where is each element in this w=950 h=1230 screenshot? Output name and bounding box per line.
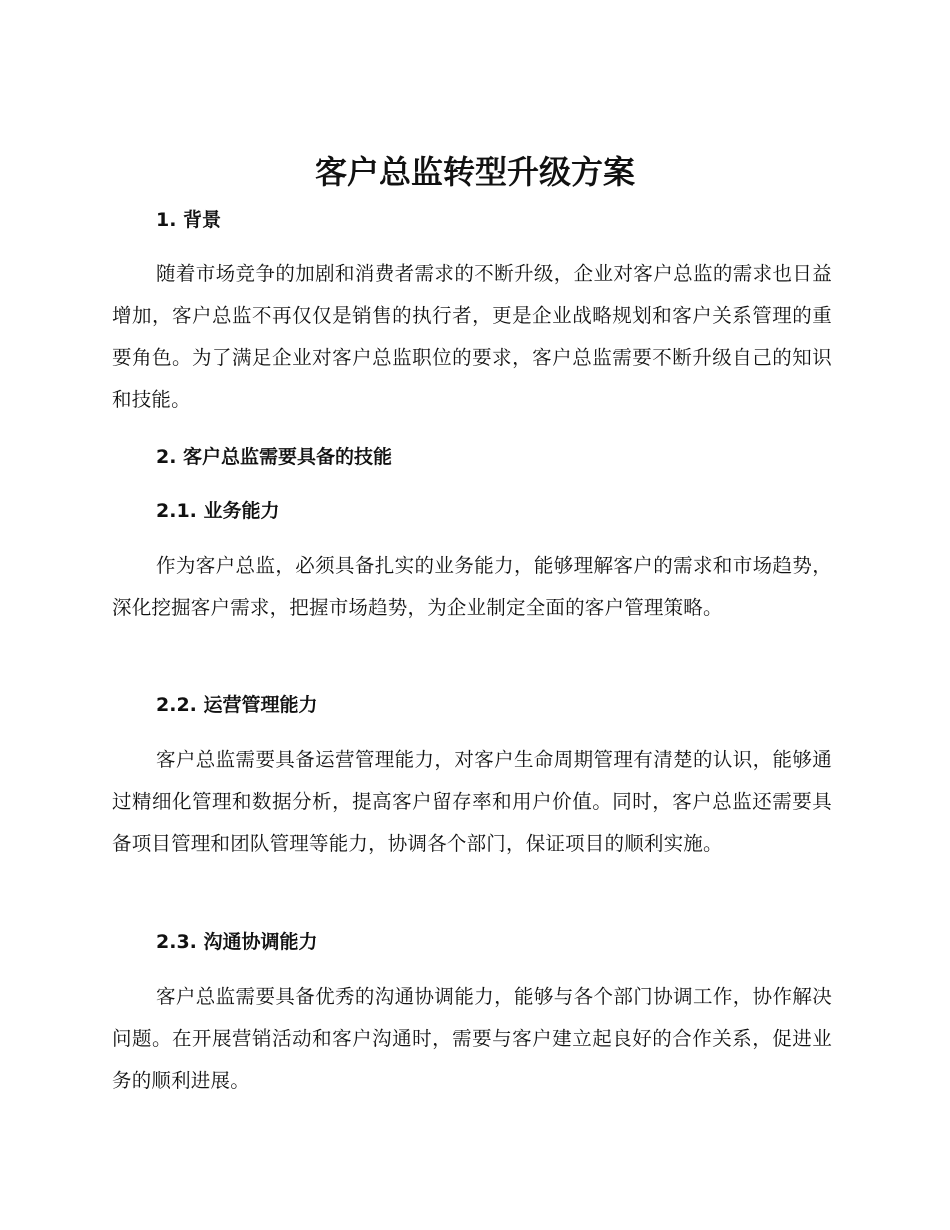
section-paragraph-communication-ability: 客户总监需要具备优秀的沟通协调能力，能够与各个部门协调工作，协作解决问题。在开展营销活动和客户沟通时，需要与客户建立起良好的合作关系，促进业务的顺利进展。: [112, 985, 832, 1092]
document-title: 客户总监转型升级方案: [314, 153, 635, 191]
section-heading-operations-ability: 2.2. 运营管理能力: [156, 694, 318, 716]
section-heading-communication-ability: 2.3. 沟通协调能力: [156, 931, 318, 953]
section-paragraph-business-ability: 作为客户总监，必须具备扎实的业务能力，能够理解客户的需求和市场趋势，深化挖掘客户需求，把握市场趋势，为企业制定全面的客户管理策略。: [112, 554, 832, 619]
section-heading-background: 1. 背景: [156, 209, 222, 231]
section-paragraph-operations-ability: 客户总监需要具备运营管理能力，对客户生命周期管理有清楚的认识，能够通过精细化管理和数据分析，提高客户留存率和用户价值。同时，客户总监还需要具备项目管理和团队管理等能力，协调各个部门，保证项目的顺利实施。: [112, 748, 832, 855]
section-heading-skills: 2. 客户总监需要具备的技能: [156, 446, 393, 468]
section-paragraph-background: 随着市场竞争的加剧和消费者需求的不断升级，企业对客户总监的需求也日益增加，客户总监不再仅仅是销售的执行者，更是企业战略规划和客户关系管理的重要角色。为了满足企业对客户总监职位的要求，客户总监需要不断升级自己的知识和技能。: [112, 262, 832, 411]
section-heading-business-ability: 2.1. 业务能力: [156, 500, 280, 522]
